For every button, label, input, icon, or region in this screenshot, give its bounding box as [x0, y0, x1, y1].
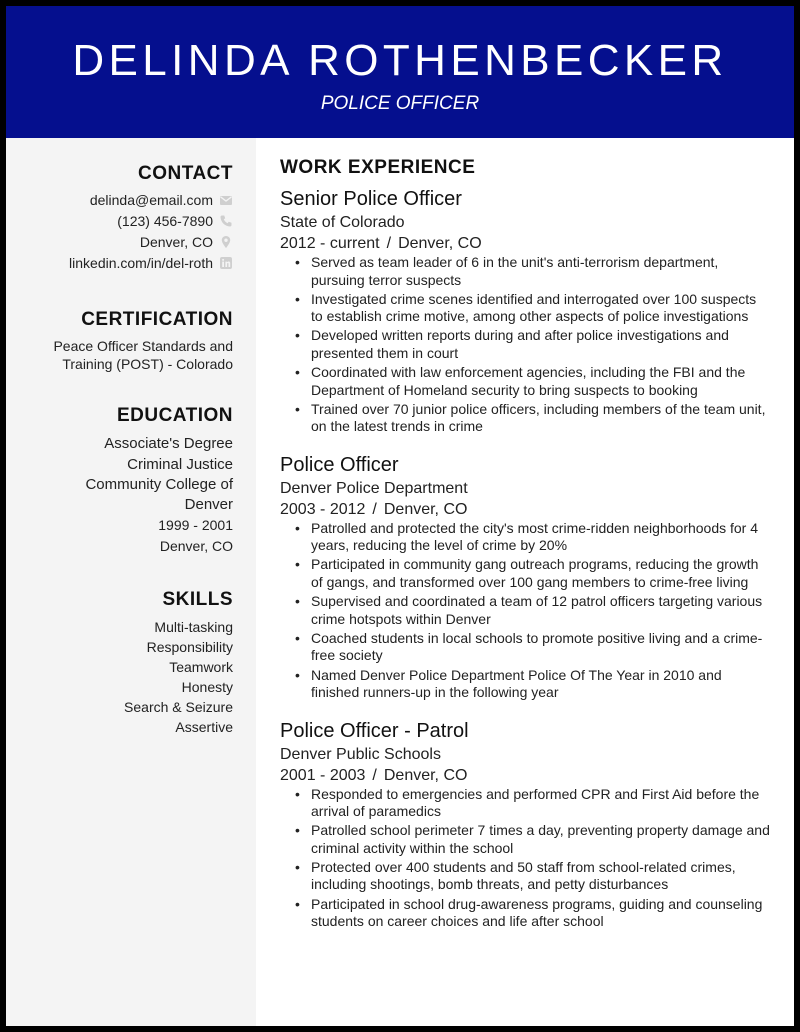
job-bullet: • Protected over 400 students and 50 staff from school-related crimes, including shootings, bomb threats, and petty disturbances [311, 859, 770, 894]
skill-item: Multi-tasking [154, 619, 233, 635]
location-text: Denver, CO [139, 234, 213, 250]
job-bullet: • Developed written reports during and after police investigations and presented them in court [311, 327, 770, 362]
education-field: Criminal Justice [127, 456, 233, 473]
job-bullet: • Supervised and coordinated a team of 12 patrol officers targeting various crime hotspots within Denver [311, 593, 770, 628]
job-meta [280, 499, 770, 520]
contact-section [26, 162, 233, 274]
certification-section [26, 308, 233, 373]
resume-page [6, 6, 794, 1026]
job-employer: Denver Police Department [280, 479, 468, 497]
education-school: Denver [184, 496, 233, 513]
contact-phone[interactable] [26, 211, 233, 232]
job-entry [280, 186, 770, 436]
linkedin-icon [219, 256, 233, 270]
skill-item: Assertive [175, 719, 233, 735]
education-degree: Associate's Degree [104, 435, 233, 452]
job-employer: State of Colorado [280, 214, 405, 231]
job-bullet: • Investigated crime scenes identified and interrogated over 100 suspects to establish crime motive, among other aspects of police investigations [311, 291, 770, 326]
job-location: Denver, CO [383, 766, 468, 784]
job-bullet: • Participated in school drug-awareness programs, guiding and counseling students on career choices and life after school [311, 896, 770, 931]
job-title: Police Officer - Patrol [280, 719, 469, 742]
job-meta [280, 765, 770, 786]
phone-icon [219, 214, 233, 228]
job-location: Denver, CO [398, 235, 482, 252]
job-separator: / [372, 766, 377, 784]
job-bullet: • Responded to emergencies and performed CPR and First Aid before the arrival of paramedics [311, 786, 770, 821]
education-school: Community College of [85, 476, 233, 493]
envelope-icon [219, 193, 233, 207]
skill-item: Search & Seizure [124, 699, 233, 715]
job-dates: 2012 - current [280, 235, 380, 252]
job-bullet: • Coordinated with law enforcement agencies, including the FBI and the Department of Homeland security to bring suspects to booking [311, 364, 770, 399]
job-bullet: • Named Denver Police Department Police Of The Year in 2010 and finished runners-up in the following year [311, 667, 770, 702]
job-entry [280, 718, 770, 931]
certification-line: Peace Officer Standards and [53, 338, 233, 354]
resume-header [6, 6, 794, 138]
skills-heading: SKILLS [162, 589, 233, 610]
certification-line: Training (POST) - Colorado [62, 356, 233, 372]
job-separator: / [372, 500, 377, 518]
education-section [26, 404, 233, 557]
job-dates: 2001 - 2003 [280, 766, 366, 784]
work-experience-heading: WORK EXPERIENCE [280, 157, 476, 178]
contact-heading: CONTACT [138, 163, 233, 184]
job-title: Police Officer [280, 453, 399, 476]
location-pin-icon [219, 235, 233, 249]
skills-section [26, 588, 233, 737]
skill-item: Responsibility [146, 639, 233, 655]
job-bullets [280, 786, 770, 931]
contact-location [26, 232, 233, 253]
job-bullets [280, 254, 770, 436]
education-years: 1999 - 2001 [158, 517, 233, 533]
skill-item: Honesty [181, 679, 233, 695]
job-location: Denver, CO [383, 500, 468, 518]
job-title-banner: POLICE OFFICER [320, 93, 480, 114]
phone-text: (123) 456-7890 [117, 213, 213, 229]
job-separator: / [386, 235, 392, 252]
work-experience-section [280, 156, 770, 932]
education-location: Denver, CO [159, 538, 233, 554]
contact-linkedin[interactable] [26, 253, 233, 274]
sidebar [6, 138, 256, 1026]
job-employer: Denver Public Schools [280, 745, 441, 763]
candidate-name: DELINDA ROTHENBECKER [72, 36, 728, 85]
job-bullet: • Patrolled school perimeter 7 times a day, preventing property damage and criminal activity within the school [311, 822, 770, 857]
job-dates: 2003 - 2012 [280, 500, 366, 518]
job-entry [280, 452, 770, 702]
job-bullet: • Patrolled and protected the city's most crime-ridden neighborhoods for 4 years, reducing the level of crime by 20% [311, 520, 770, 555]
education-heading: EDUCATION [116, 405, 233, 426]
job-bullet: • Trained over 70 junior police officers, including members of the team unit, on the latest trends in crime [311, 401, 770, 436]
contact-email[interactable] [26, 190, 233, 211]
job-bullet: • Served as team leader of 6 in the unit's anti-terrorism department, pursuing terror suspects [311, 254, 770, 289]
job-bullets [280, 520, 770, 702]
job-bullet: • Participated in community gang outreach programs, reducing the growth of gangs, and transformed over 100 gang members to crime-free living [311, 556, 770, 591]
skill-item: Teamwork [169, 659, 233, 675]
job-bullet: • Coached students in local schools to promote positive living and a crime-free society [311, 630, 770, 665]
certification-heading: CERTIFICATION [81, 309, 233, 330]
linkedin-text: linkedin.com/in/del-roth [69, 255, 213, 271]
job-title: Senior Police Officer [280, 188, 462, 210]
job-meta [280, 233, 770, 254]
email-text: delinda@email.com [89, 192, 213, 208]
